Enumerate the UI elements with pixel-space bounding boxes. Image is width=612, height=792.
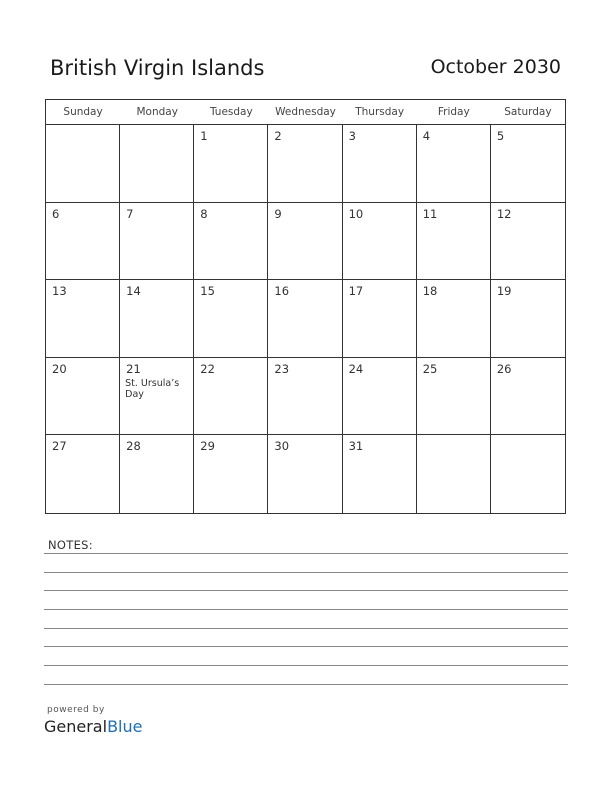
weekday-wednesday: Wednesday: [275, 106, 336, 118]
day-cell: [194, 435, 268, 513]
day-cell: [268, 203, 342, 281]
day-number: 12: [496, 206, 512, 221]
day-cell: [194, 358, 268, 436]
day-number: 23: [274, 361, 290, 376]
day-number: 5: [496, 129, 505, 143]
day-number: 17: [348, 284, 364, 299]
day-number: 28: [126, 439, 141, 454]
weekday-sunday: Sunday: [63, 106, 103, 118]
weekday-header-row: [46, 100, 565, 125]
day-number: 10: [348, 206, 364, 221]
day-number: 25: [422, 361, 438, 376]
day-cell: [491, 203, 565, 281]
day-cell: [343, 435, 417, 513]
notes-line: [44, 646, 568, 647]
day-cell: [120, 125, 194, 203]
day-number: 3: [348, 129, 356, 143]
notes-label: NOTES:: [48, 538, 93, 552]
calendar-region-title: British Virgin Islands: [50, 56, 265, 80]
day-cell: [417, 358, 491, 436]
notes-line: [44, 609, 568, 610]
day-cell: [120, 358, 194, 436]
day-number: 6: [52, 206, 60, 221]
weekday-thursday: Thursday: [355, 106, 405, 118]
notes-line: [44, 590, 568, 591]
day-number: 19: [496, 284, 512, 299]
powered-by-text: powered by: [47, 705, 105, 715]
notes-line: [44, 553, 568, 554]
day-number: 13: [52, 284, 67, 299]
calendar-body: [46, 125, 565, 513]
day-cell: [417, 125, 491, 203]
day-number: 18: [422, 284, 438, 299]
day-number: 29: [200, 439, 215, 454]
brand-blue: Blue: [107, 717, 143, 736]
day-cell: [268, 435, 342, 513]
day-number: 26: [496, 361, 512, 376]
day-number: 27: [52, 439, 67, 454]
brand-general: General: [44, 717, 108, 736]
day-cell: [343, 203, 417, 281]
day-number: 11: [422, 206, 438, 221]
holiday-label: St. Ursula’s Day: [125, 377, 180, 400]
day-cell: [46, 358, 120, 436]
day-cell: [120, 435, 194, 513]
day-number: 2: [274, 129, 282, 143]
day-cell: [46, 280, 120, 358]
day-cell: [491, 280, 565, 358]
day-number: 21: [126, 361, 141, 376]
day-cell: [417, 203, 491, 281]
notes-line: [44, 684, 568, 685]
day-cell: [268, 280, 342, 358]
day-cell: [343, 358, 417, 436]
day-cell: [46, 125, 120, 203]
day-number: 15: [200, 284, 215, 299]
calendar-month-title: October 2030: [430, 56, 561, 78]
day-cell: [491, 435, 565, 513]
weekday-saturday: Saturday: [504, 106, 552, 118]
day-number: 16: [274, 284, 290, 299]
day-cell: [120, 203, 194, 281]
day-cell: [194, 280, 268, 358]
calendar-grid: [45, 99, 566, 514]
weekday-tuesday: Tuesday: [209, 106, 253, 118]
day-number: 4: [422, 129, 431, 143]
day-number: 24: [348, 361, 364, 376]
day-cell: [343, 280, 417, 358]
day-number: 30: [274, 439, 290, 454]
weekday-monday: Monday: [136, 106, 178, 118]
day-number: 9: [274, 206, 282, 221]
day-cell: [194, 125, 268, 203]
day-cell: [194, 203, 268, 281]
day-cell: [417, 280, 491, 358]
day-number: 7: [126, 206, 134, 221]
day-cell: [46, 203, 120, 281]
day-cell: [268, 358, 342, 436]
day-number: 1: [200, 129, 208, 143]
generalblue-logo: [44, 717, 142, 736]
notes-line: [44, 665, 568, 666]
day-cell: [417, 435, 491, 513]
day-cell: [46, 435, 120, 513]
notes-line: [44, 628, 568, 629]
day-cell: [343, 125, 417, 203]
day-number: 8: [200, 206, 208, 221]
day-cell: [491, 358, 565, 436]
day-number: 22: [200, 361, 215, 376]
day-number: 20: [52, 361, 67, 376]
day-number: 31: [348, 439, 364, 454]
day-cell: [491, 125, 565, 203]
day-cell: [120, 280, 194, 358]
day-number: 14: [126, 284, 141, 299]
weekday-friday: Friday: [437, 106, 470, 118]
day-cell: [268, 125, 342, 203]
notes-line: [44, 572, 568, 573]
